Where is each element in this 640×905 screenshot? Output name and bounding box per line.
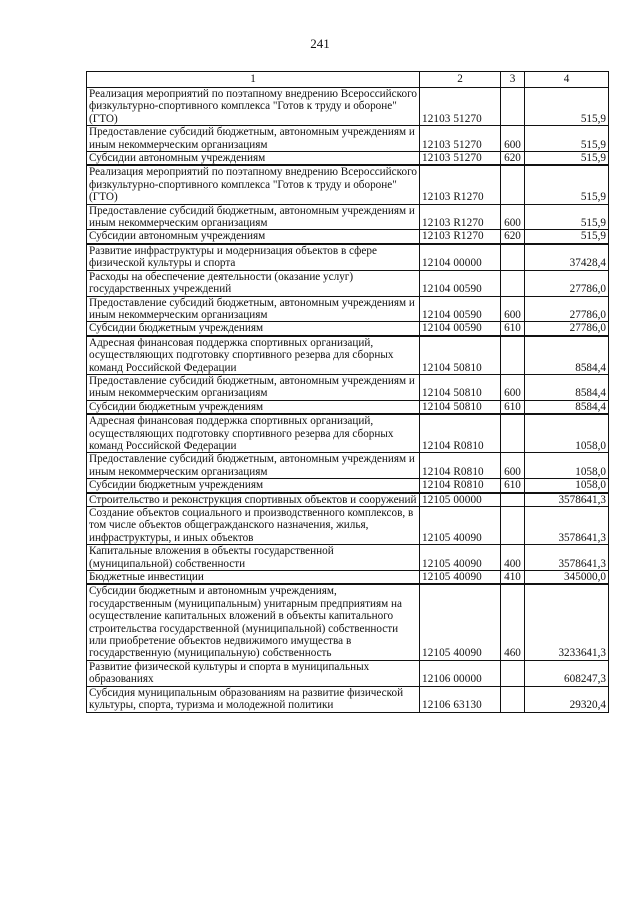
row-amount: 27786,0 [525,270,609,296]
table-row [87,165,609,204]
row-name: Создание объектов социального и производственного комплексов, в том числе объектов общегражданского назначения, жилья, инфраструктуры, и иных объектов [87,507,420,545]
table-row [87,584,609,660]
row-amount: 1058,0 [525,414,609,453]
row-amount: 515,9 [525,126,609,152]
row-name: Адресная финансовая поддержка спортивных организаций, осуществляющих подготовку спортивного резерва для сборных команд Российской Федерации [87,336,420,375]
table-row [87,152,609,166]
table-row [87,296,609,322]
header-col-1: 1 [87,72,420,88]
budget-table [86,71,609,713]
row-code: 12104 50810 [420,400,501,414]
row-amount: 515,9 [525,204,609,230]
row-code: 12104 R0810 [420,414,501,453]
row-amount: 3578641,3 [525,493,609,507]
row-code: 12103 R1270 [420,204,501,230]
row-amount: 515,9 [525,230,609,244]
row-amount: 345000,0 [525,571,609,585]
table-row [87,545,609,571]
row-name: Субсидии автономным учреждениям [87,152,420,166]
row-amount: 515,9 [525,88,609,126]
row-code: 12104 00590 [420,296,501,322]
row-name: Предоставление субсидий бюджетным, автономным учреждениям и иным некоммерческим организациям [87,204,420,230]
table-row [87,336,609,375]
row-name: Предоставление субсидий бюджетным, автономным учреждениям и иным некоммерческим организациям [87,374,420,400]
row-code: 12103 51270 [420,152,501,166]
row-type: 610 [501,479,525,493]
row-type: 620 [501,152,525,166]
row-type: 600 [501,296,525,322]
row-amount: 8584,4 [525,400,609,414]
row-name: Предоставление субсидий бюджетным, автономным учреждениям и иным некоммерческим организациям [87,453,420,479]
header-col-4: 4 [525,72,609,88]
row-name: Субсидии бюджетным учреждениям [87,479,420,493]
row-code: 12106 00000 [420,660,501,686]
row-code: 12104 00590 [420,322,501,336]
row-name: Развитие инфраструктуры и модернизация объектов в сфере физической культуры и спорта [87,244,420,270]
row-type [501,493,525,507]
row-code: 12104 00000 [420,244,501,270]
table-row [87,322,609,336]
table-row [87,88,609,126]
table-row [87,479,609,493]
table-row [87,244,609,270]
row-type: 410 [501,571,525,585]
row-code: 12103 51270 [420,88,501,126]
row-name: Субсидии бюджетным учреждениям [87,400,420,414]
row-type: 610 [501,322,525,336]
table-row [87,453,609,479]
row-type [501,88,525,126]
row-type: 600 [501,374,525,400]
table-row [87,374,609,400]
table-row [87,493,609,507]
row-code: 12105 00000 [420,493,501,507]
row-code: 12104 R0810 [420,453,501,479]
row-type: 600 [501,453,525,479]
row-name: Расходы на обеспечение деятельности (оказание услуг) государственных учреждений [87,270,420,296]
row-amount: 3578641,3 [525,507,609,545]
table-row [87,414,609,453]
row-amount: 8584,4 [525,336,609,375]
table-row [87,507,609,545]
row-code: 12103 R1270 [420,165,501,204]
row-code: 12104 R0810 [420,479,501,493]
row-type [501,660,525,686]
row-code: 12105 40090 [420,584,501,660]
row-code: 12104 00590 [420,270,501,296]
row-type [501,686,525,712]
table-row [87,660,609,686]
row-type: 620 [501,230,525,244]
row-amount: 29320,4 [525,686,609,712]
header-col-2: 2 [420,72,501,88]
row-name: Субсидии автономным учреждениям [87,230,420,244]
row-amount: 27786,0 [525,296,609,322]
row-name: Субсидии бюджетным и автономным учреждениям, государственным (муниципальным) унитарным предприятиям на осуществление капитальных вложений в объекты капитального строительства государственной (муниципальной) собственности или приобретение объектов недвижимого имущества в государственную (муниципальную) собственность [87,584,420,660]
row-name: Капитальные вложения в объекты государственной (муниципальной) собственности [87,545,420,571]
row-code: 12105 40090 [420,545,501,571]
table-row [87,400,609,414]
row-name: Развитие физической культуры и спорта в муниципальных образованиях [87,660,420,686]
row-amount: 515,9 [525,165,609,204]
row-type: 610 [501,400,525,414]
row-name: Бюджетные инвестиции [87,571,420,585]
table-row [87,126,609,152]
page-number: 241 [310,36,330,51]
row-name: Предоставление субсидий бюджетным, автономным учреждениям и иным некоммерческим организациям [87,296,420,322]
row-type: 600 [501,204,525,230]
row-code: 12103 R1270 [420,230,501,244]
table-row [87,686,609,712]
row-type [501,336,525,375]
row-amount: 1058,0 [525,453,609,479]
row-name: Адресная финансовая поддержка спортивных организаций, осуществляющих подготовку спортивного резерва для сборных команд Российской Федерации [87,414,420,453]
table-row [87,571,609,585]
row-code: 12103 51270 [420,126,501,152]
row-code: 12106 63130 [420,686,501,712]
row-type: 400 [501,545,525,571]
row-amount: 27786,0 [525,322,609,336]
row-type [501,244,525,270]
row-code: 12105 40090 [420,507,501,545]
row-type: 460 [501,584,525,660]
table-header-row [87,72,609,88]
row-code: 12104 50810 [420,374,501,400]
row-name: Реализация мероприятий по поэтапному внедрению Всероссийского физкультурно-спортивного комплекса "Готов к труду и обороне" (ГТО) [87,165,420,204]
row-amount: 3578641,3 [525,545,609,571]
row-amount: 515,9 [525,152,609,166]
row-name: Строительство и реконструкция спортивных объектов и сооружений [87,493,420,507]
table-row [87,270,609,296]
row-code: 12105 40090 [420,571,501,585]
row-type [501,270,525,296]
row-amount: 8584,4 [525,374,609,400]
row-type [501,507,525,545]
row-name: Субсидии бюджетным учреждениям [87,322,420,336]
header-col-3: 3 [501,72,525,88]
row-amount: 1058,0 [525,479,609,493]
row-amount: 37428,4 [525,244,609,270]
row-amount: 608247,3 [525,660,609,686]
table-row [87,230,609,244]
row-type [501,165,525,204]
row-type: 600 [501,126,525,152]
table-row [87,204,609,230]
row-name: Реализация мероприятий по поэтапному внедрению Всероссийского физкультурно-спортивного комплекса "Готов к труду и обороне" (ГТО) [87,88,420,126]
row-type [501,414,525,453]
row-code: 12104 50810 [420,336,501,375]
row-name: Предоставление субсидий бюджетным, автономным учреждениям и иным некоммерческим организациям [87,126,420,152]
row-amount: 3233641,3 [525,584,609,660]
row-name: Субсидия муниципальным образованиям на развитие физической культуры, спорта, туризма и молодежной политики [87,686,420,712]
